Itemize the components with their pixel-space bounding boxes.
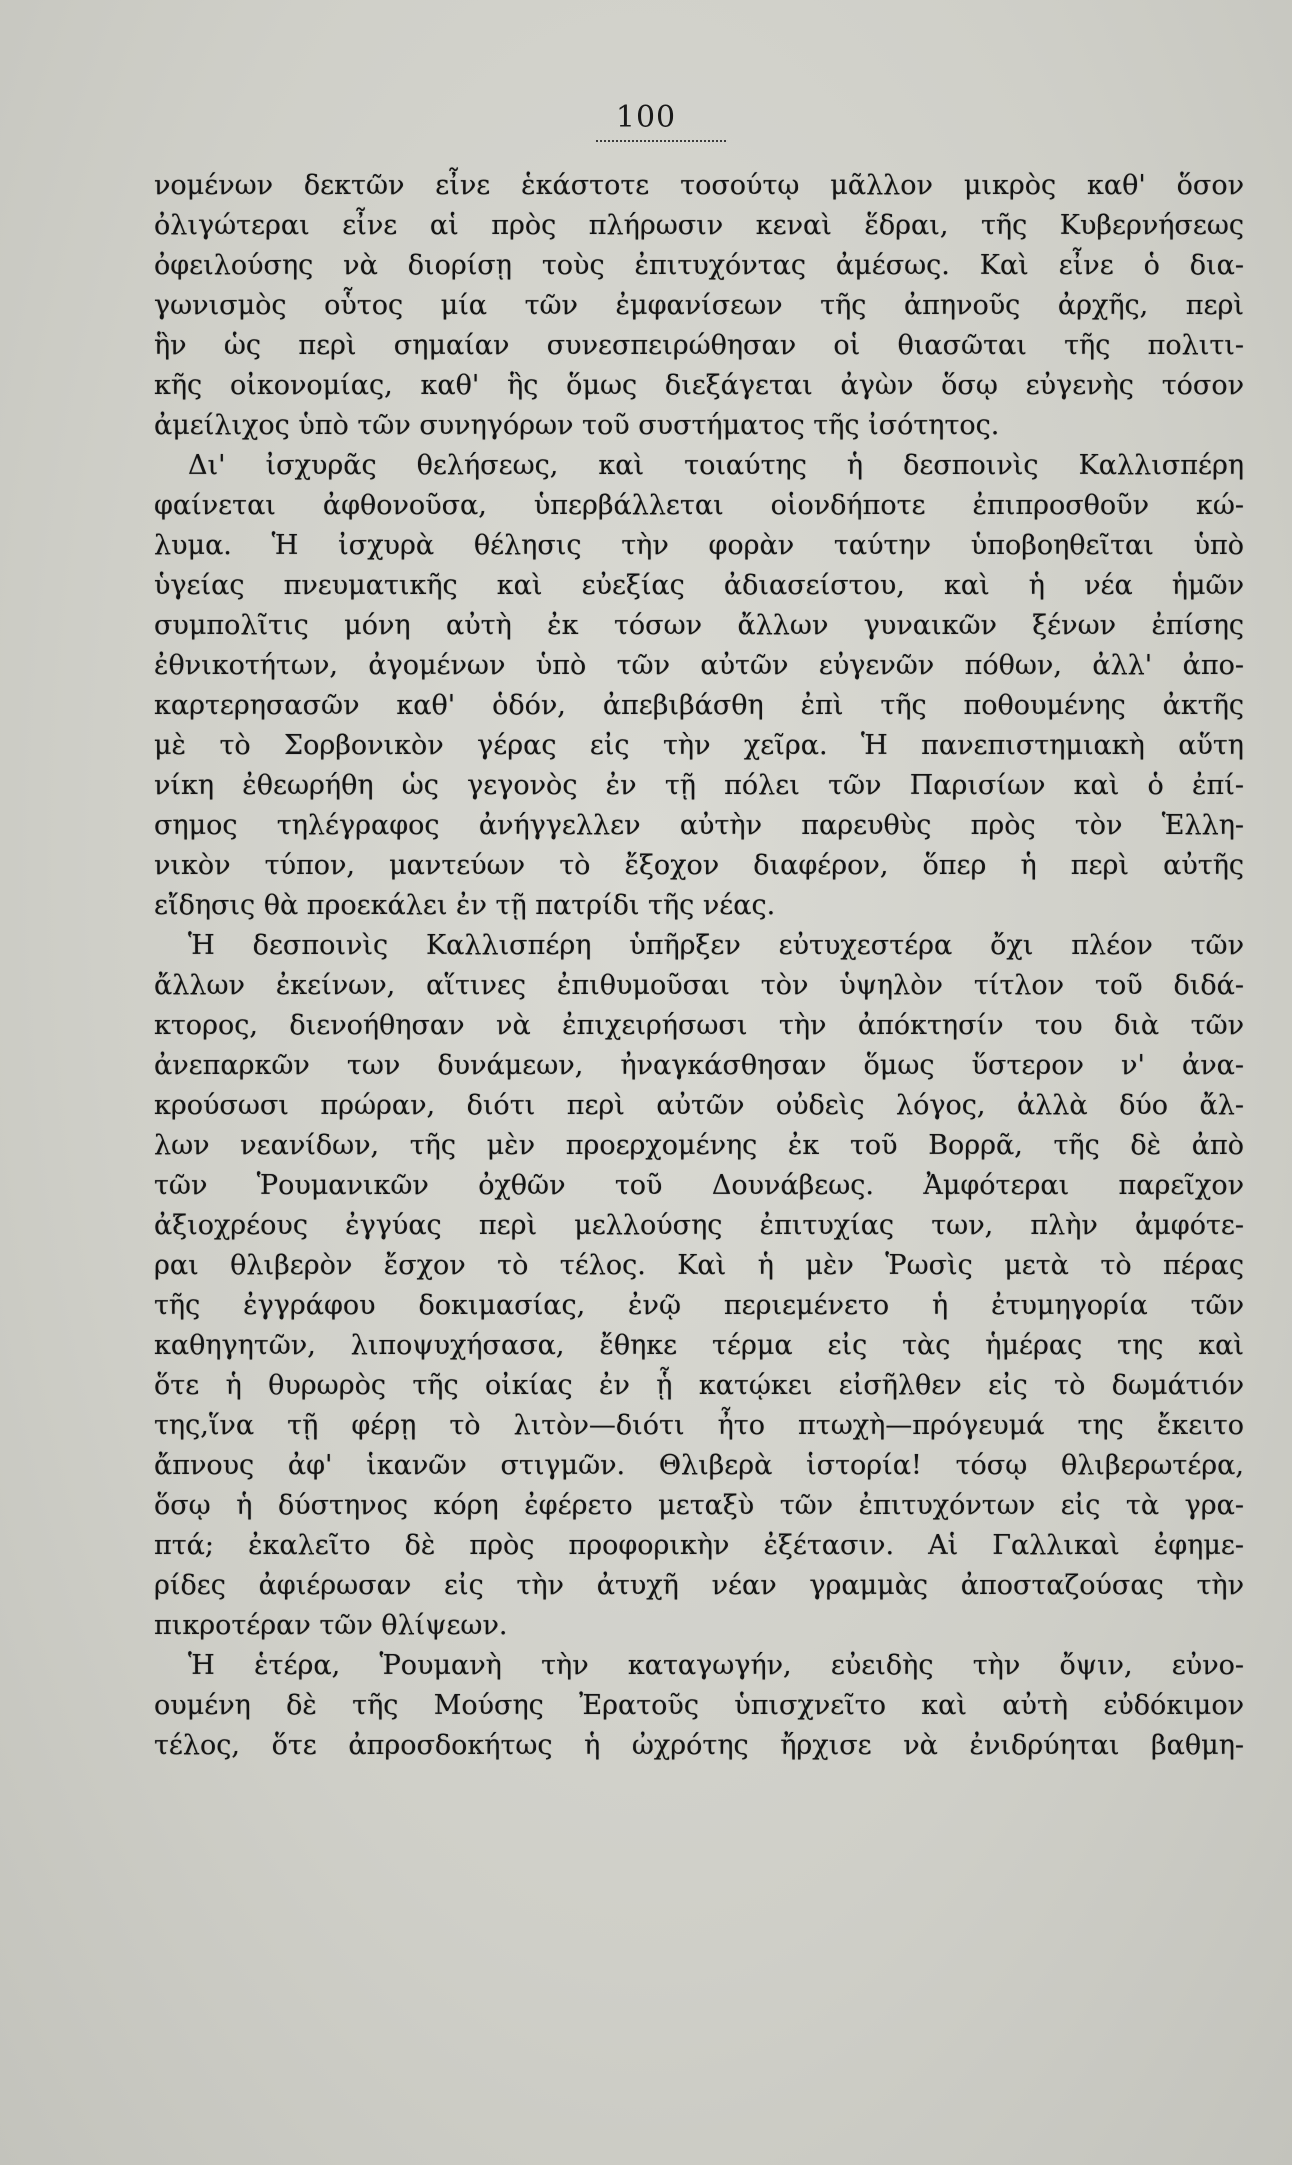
text-line: ουμένη δὲ τῆς Μούσης Ἐρατοῦς ὑπισχνεῖτο καὶ αὐτὴ εὐδόκιμον <box>154 1690 1244 1721</box>
text-line: τῆς ἐγγράφου δοκιμασίας, ἐνῷ περιεμένετο ἡ ἐτυμηγορία τῶν <box>154 1290 1244 1321</box>
text-line: ἄλλων ἐκείνων, αἵτινες ἐπιθυμοῦσαι τὸν ὑψηλὸν τίτλον τοῦ διδά- <box>154 970 1244 1001</box>
page-number-rule <box>596 140 726 142</box>
text-line: ὑγείας πνευματικῆς καὶ εὐεξίας ἀδιασείστου, καὶ ἡ νέα ἡμῶν <box>154 570 1244 601</box>
text-line: κῆς οἰκονομίας, καθ' ἣς ὅμως διεξάγεται ἀγὼν ὅσῳ εὐγενὴς τόσον <box>154 370 1244 401</box>
text-line: ὀφειλούσης νὰ διορίσῃ τοὺς ἐπιτυχόντας ἀμέσως. Καὶ εἶνε ὁ δια- <box>154 250 1244 281</box>
text-line: τῶν Ῥουμανικῶν ὀχθῶν τοῦ Δουνάβεως. Ἀμφότεραι παρεῖχον <box>154 1170 1244 1201</box>
text-line: ὅτε ἡ θυρωρὸς τῆς οἰκίας ἐν ᾗ κατῴκει εἰσῆλθεν εἰς τὸ δωμάτιόν <box>154 1370 1244 1401</box>
text-line: τέλος, ὅτε ἀπροσδοκήτως ἡ ὠχρότης ἤρχισε νὰ ἐνιδρύηται βαθμη- <box>154 1730 1244 1761</box>
text-line: ἀνεπαρκῶν των δυνάμεων, ἠναγκάσθησαν ὅμως ὕστερον ν' ἀνα- <box>154 1050 1244 1081</box>
text-line: ὅσῳ ἡ δύστηνος κόρη ἐφέρετο μεταξὺ τῶν ἐπιτυχόντων εἰς τὰ γρα- <box>154 1490 1244 1521</box>
text-line: λυμα. Ἡ ἰσχυρὰ θέλησις τὴν φορὰν ταύτην ὑποβοηθεῖται ὑπὸ <box>154 530 1244 561</box>
body-text <box>154 166 1244 1766</box>
text-line: φαίνεται ἀφθονοῦσα, ὑπερβάλλεται οἱονδήποτε ἐπιπροσθοῦν κώ- <box>154 490 1244 521</box>
text-line: Ἡ δεσποινὶς Καλλισπέρη ὑπῆρξεν εὐτυχεστέρα ὄχι πλέον τῶν <box>188 930 1244 961</box>
text-line: νικὸν τύπον, μαντεύων τὸ ἔξοχον διαφέρον, ὅπερ ἡ περὶ αὐτῆς <box>154 850 1244 881</box>
text-line: ἀμείλιχος ὑπὸ τῶν συνηγόρων τοῦ συστήματος τῆς ἰσότητος. <box>154 410 1000 441</box>
text-line: πικροτέραν τῶν θλίψεων. <box>154 1610 508 1641</box>
text-line: ἐθνικοτήτων, ἀγομένων ὑπὸ τῶν αὐτῶν εὐγενῶν πόθων, ἀλλ' ἀπο- <box>154 650 1244 681</box>
text-line: εἴδησις θὰ προεκάλει ἐν τῇ πατρίδι τῆς νέας. <box>154 890 776 921</box>
text-line: μὲ τὸ Σορβονικὸν γέρας εἰς τὴν χεῖρα. Ἡ πανεπιστημιακὴ αὕτη <box>154 730 1244 761</box>
text-line: κτορος, διενοήθησαν νὰ ἐπιχειρήσωσι τὴν ἀπόκτησίν του διὰ τῶν <box>154 1010 1244 1041</box>
text-line: ρίδες ἀφιέρωσαν εἰς τὴν ἀτυχῆ νέαν γραμμὰς ἀποσταζούσας τὴν <box>154 1570 1244 1601</box>
text-line: ἄπνους ἀφ' ἱκανῶν στιγμῶν. Θλιβερὰ ἱστορία! τόσῳ θλιβερωτέρα, <box>154 1450 1244 1481</box>
text-line: ὀλιγώτεραι εἶνε αἱ πρὸς πλήρωσιν κεναὶ ἕδραι, τῆς Κυβερνήσεως <box>154 210 1244 241</box>
text-line: καρτερησασῶν καθ' ὁδόν, ἀπεβιβάσθη ἐπὶ τῆς ποθουμένης ἀκτῆς <box>154 690 1244 721</box>
text-line: σημος τηλέγραφος ἀνήγγελλεν αὐτὴν παρευθὺς πρὸς τὸν Ἑλλη- <box>154 810 1244 841</box>
text-line: Ἡ ἑτέρα, Ῥουμανὴ τὴν καταγωγήν, εὐειδὴς τὴν ὄψιν, εὐνο- <box>188 1650 1244 1681</box>
text-line: καθηγητῶν, λιποψυχήσασα, ἔθηκε τέρμα εἰς τὰς ἡμέρας της καὶ <box>154 1330 1244 1361</box>
text-line: νίκη ἐθεωρήθη ὡς γεγονὸς ἐν τῇ πόλει τῶν Παρισίων καὶ ὁ ἐπί- <box>154 770 1244 801</box>
text-line: Δι' ἰσχυρᾶς θελήσεως, καὶ τοιαύτης ἡ δεσποινὶς Καλλισπέρη <box>188 450 1244 481</box>
text-line: συμπολῖτις μόνη αὐτὴ ἐκ τόσων ἄλλων γυναικῶν ξένων ἐπίσης <box>154 610 1244 641</box>
text-line: πτά; ἐκαλεῖτο δὲ πρὸς προφορικὴν ἐξέτασιν. Αἱ Γαλλικαὶ ἐφημε- <box>154 1530 1244 1561</box>
text-line: ἣν ὡς περὶ σημαίαν συνεσπειρώθησαν οἱ θιασῶται τῆς πολιτι- <box>154 330 1244 361</box>
text-line: της,ἵνα τῇ φέρῃ τὸ λιτὸν—διότι ἦτο πτωχὴ—πρόγευμά της ἔκειτο <box>154 1410 1244 1441</box>
text-line: λων νεανίδων, τῆς μὲν προερχομένης ἐκ τοῦ Βορρᾶ, τῆς δὲ ἀπὸ <box>154 1130 1244 1161</box>
text-line: κρούσωσι πρώραν, διότι περὶ αὐτῶν οὐδεὶς λόγος, ἀλλὰ δύο ἄλ- <box>154 1090 1244 1121</box>
text-line: νομένων δεκτῶν εἶνε ἑκάστοτε τοσούτῳ μᾶλλον μικρὸς καθ' ὅσον <box>154 170 1244 201</box>
text-line: ραι θλιβερὸν ἔσχον τὸ τέλος. Καὶ ἡ μὲν Ῥωσὶς μετὰ τὸ πέρας <box>154 1250 1244 1281</box>
text-line: γωνισμὸς οὗτος μία τῶν ἐμφανίσεων τῆς ἀπηνοῦς ἀρχῆς, περὶ <box>154 290 1244 321</box>
text-line: ἀξιοχρέους ἐγγύας περὶ μελλούσης ἐπιτυχίας των, πλὴν ἀμφότε- <box>154 1210 1244 1241</box>
page-number: 100 <box>615 100 677 135</box>
